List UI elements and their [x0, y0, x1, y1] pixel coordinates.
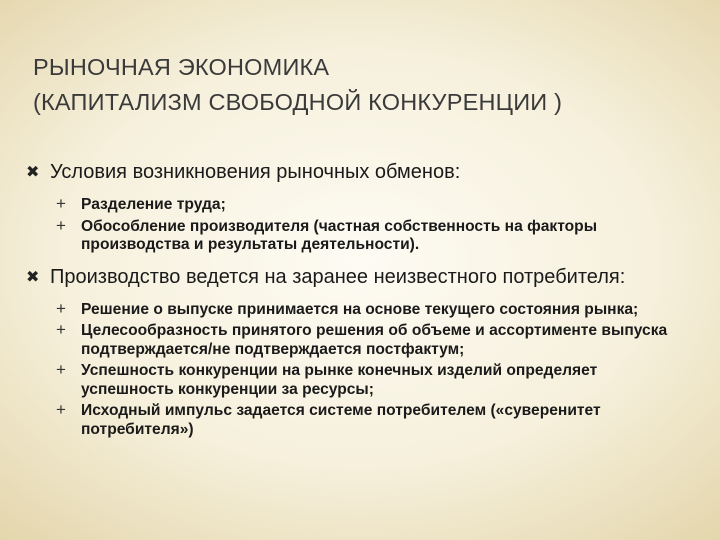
x-mark-icon: ✖ [26, 164, 40, 181]
sub-bullet-output-decision [26, 298, 670, 320]
plus-icon: + [56, 400, 66, 419]
sub-bullet-expediency [26, 322, 670, 359]
bullet-production [26, 265, 706, 289]
sub-bullet-text: Обособление производителя (частная собственность на факторы производства и результаты деятельности). [81, 217, 598, 253]
plus-icon: + [56, 298, 66, 318]
title-line-1: РЫНОЧНАЯ ЭКОНОМИКА [33, 54, 330, 80]
sub-bullet-text: Успешность конкуренции на рынке конечных изделий определяет успешность конкуренции за ресурсы; [81, 362, 598, 398]
sub-bullet-consumer-sovereignty [26, 402, 670, 439]
sub-bullet-text: Решение о выпуске принимается на основе текущего состояния рынка; [81, 300, 639, 318]
sub-bullet-competition [26, 362, 670, 399]
sub-bullet-producer-isolation [26, 215, 670, 255]
sub-bullet-division-of-labor [26, 196, 670, 215]
bullet-production-text: Производство ведется на заранее неизвестного потребителя: [50, 265, 626, 288]
slide-title [33, 50, 693, 120]
sub-bullet-text: Разделение труда; [81, 196, 226, 213]
plus-icon: + [56, 320, 66, 339]
sub-bullet-text: Исходный импульс задается системе потребителем («суверенитет потребителя») [81, 402, 601, 438]
bullet-list [26, 160, 706, 439]
plus-icon: + [56, 194, 66, 213]
x-mark-icon: ✖ [26, 268, 40, 286]
plus-icon: + [56, 360, 66, 379]
plus-icon: + [56, 215, 66, 235]
sub-bullet-text: Целесообразность принятого решения об объеме и ассортименте выпуска подтверждается/не подтверждается постфактум; [81, 322, 668, 358]
title-line-2: (КАПИТАЛИЗМ СВОБОДНОЙ КОНКУРЕНЦИИ ) [33, 89, 563, 115]
bullet-conditions-text: Условия возникновения рыночных обменов: [50, 161, 461, 183]
bullet-conditions [26, 160, 706, 184]
